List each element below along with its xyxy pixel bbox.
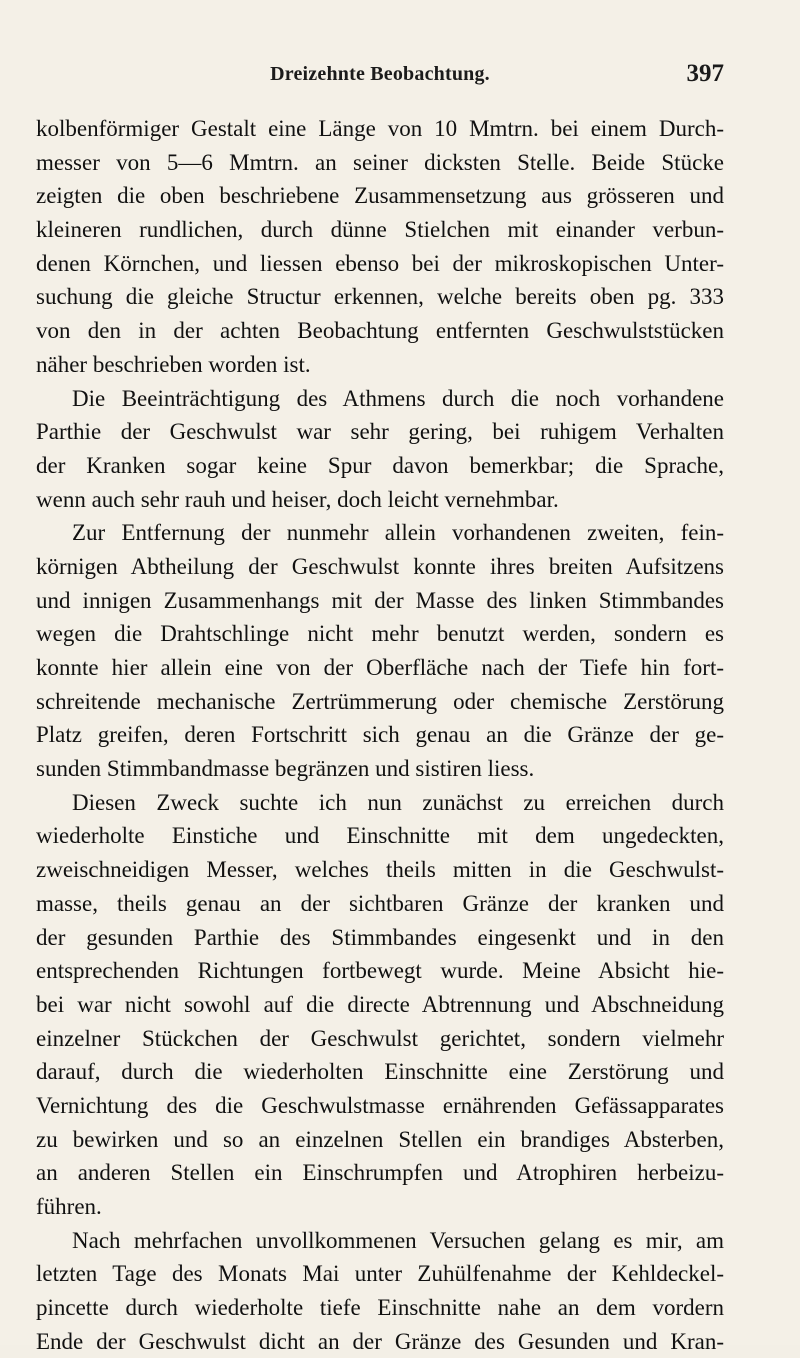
- text-line: masse, theils genau an der sichtbaren Gränze der kranken und: [36, 890, 724, 916]
- text-line: letzten Tage des Monats Mai unter Zuhülfenahme der Kehldeckel-: [36, 1261, 724, 1287]
- text-line: wenn auch sehr rauh und heiser, doch leicht vernehmbar.: [36, 486, 559, 512]
- text-line: Nach mehrfachen unvollkommenen Versuchen gelang es mir, am: [72, 1227, 724, 1253]
- paragraph: [36, 382, 724, 517]
- text-line: sunden Stimmbandmasse begränzen und sistiren liess.: [36, 756, 535, 782]
- text-line: konnte hier allein eine von der Oberfläche nach der Tiefe hin fort-: [36, 655, 724, 680]
- text-line: schreitende mechanische Zertrümmerung oder chemische Zerstörung: [36, 688, 724, 714]
- text-line: kleineren rundlichen, durch dünne Stielchen mit einander verbun-: [36, 217, 724, 243]
- text-line: wegen die Drahtschlinge nicht mehr benutzt werden, sondern es: [36, 621, 724, 647]
- text-line: suchung die gleiche Structur erkennen, welche bereits oben pg. 333: [36, 284, 724, 310]
- text-line: körnigen Abtheilung der Geschwulst konnte ihres breiten Aufsitzens: [36, 553, 724, 579]
- paragraph: [36, 1224, 724, 1358]
- text-line: zeigten die oben beschriebene Zusammensetzung aus grösseren und: [36, 183, 724, 209]
- text-line: messer von 5—6 Mmtrn. an seiner dicksten Stelle. Beide Stücke: [36, 149, 724, 175]
- text-line: Vernichtung des die Geschwulstmasse ernährenden Gefässapparates: [36, 1092, 724, 1118]
- text-line: bei war nicht sowohl auf die directe Abtrennung und Abschneidung: [36, 991, 724, 1017]
- text-line: entsprechenden Richtungen fortbewegt wurde. Meine Absicht hie-: [36, 958, 724, 984]
- text-line: an anderen Stellen ein Einschrumpfen und Atrophiren herbeizu-: [36, 1160, 724, 1186]
- text-line: Parthie der Geschwulst war sehr gering, bei ruhigem Verhalten: [36, 419, 724, 445]
- page-number: 397: [686, 60, 724, 87]
- text-line: einzelner Stückchen der Geschwulst gerichtet, sondern vielmehr: [36, 1025, 724, 1051]
- text-line: wiederholte Einstiche und Einschnitte mit dem ungedeckten,: [36, 823, 724, 849]
- text-line: denen Körnchen, und liessen ebenso bei der mikroskopischen Unter-: [36, 250, 724, 276]
- running-head: [36, 60, 724, 93]
- text-line: darauf, durch die wiederholten Einschnitte eine Zerstörung und: [36, 1059, 724, 1085]
- text-line: kolbenförmiger Gestalt eine Länge von 10 Mmtrn. bei einem Durch-: [36, 116, 724, 141]
- text-line: der gesunden Parthie des Stimmbandes eingesenkt und in den: [36, 924, 724, 950]
- paragraph: [36, 112, 724, 382]
- text-line: Diesen Zweck suchte ich nun zunächst zu erreichen durch: [72, 789, 724, 815]
- text-line: der Kranken sogar keine Spur davon bemerkbar; die Sprache,: [36, 452, 724, 478]
- text-line: zweischneidigen Messer, welches theils mitten in die Geschwulst-: [36, 857, 724, 883]
- text-line: Platz greifen, deren Fortschritt sich genau an die Gränze der ge-: [36, 722, 724, 748]
- text-line: von den in der achten Beobachtung entfernten Geschwulststücken: [36, 318, 724, 344]
- text-line: führen.: [36, 1194, 102, 1219]
- text-line: pincette durch wiederholte tiefe Einschnitte nahe an dem vordern: [36, 1295, 724, 1321]
- running-title: Dreizehnte Beobachtung.: [270, 63, 490, 85]
- text-line: näher beschrieben worden ist.: [36, 351, 311, 377]
- text-line: und innigen Zusammenhangs mit der Masse des linken Stimmbandes: [36, 587, 724, 613]
- text-line: Zur Entfernung der nunmehr allein vorhandenen zweiten, fein-: [72, 520, 724, 546]
- text-line: Die Beeinträchtigung des Athmens durch die noch vorhandene: [72, 385, 724, 411]
- text-line: Ende der Geschwulst dicht an der Gränze des Gesunden und Kran-: [36, 1328, 724, 1354]
- body-text: [36, 112, 724, 1358]
- paragraph: [36, 516, 724, 786]
- paragraph: [36, 786, 724, 1224]
- text-line: zu bewirken und so an einzelnen Stellen ein brandiges Absterben,: [36, 1126, 724, 1152]
